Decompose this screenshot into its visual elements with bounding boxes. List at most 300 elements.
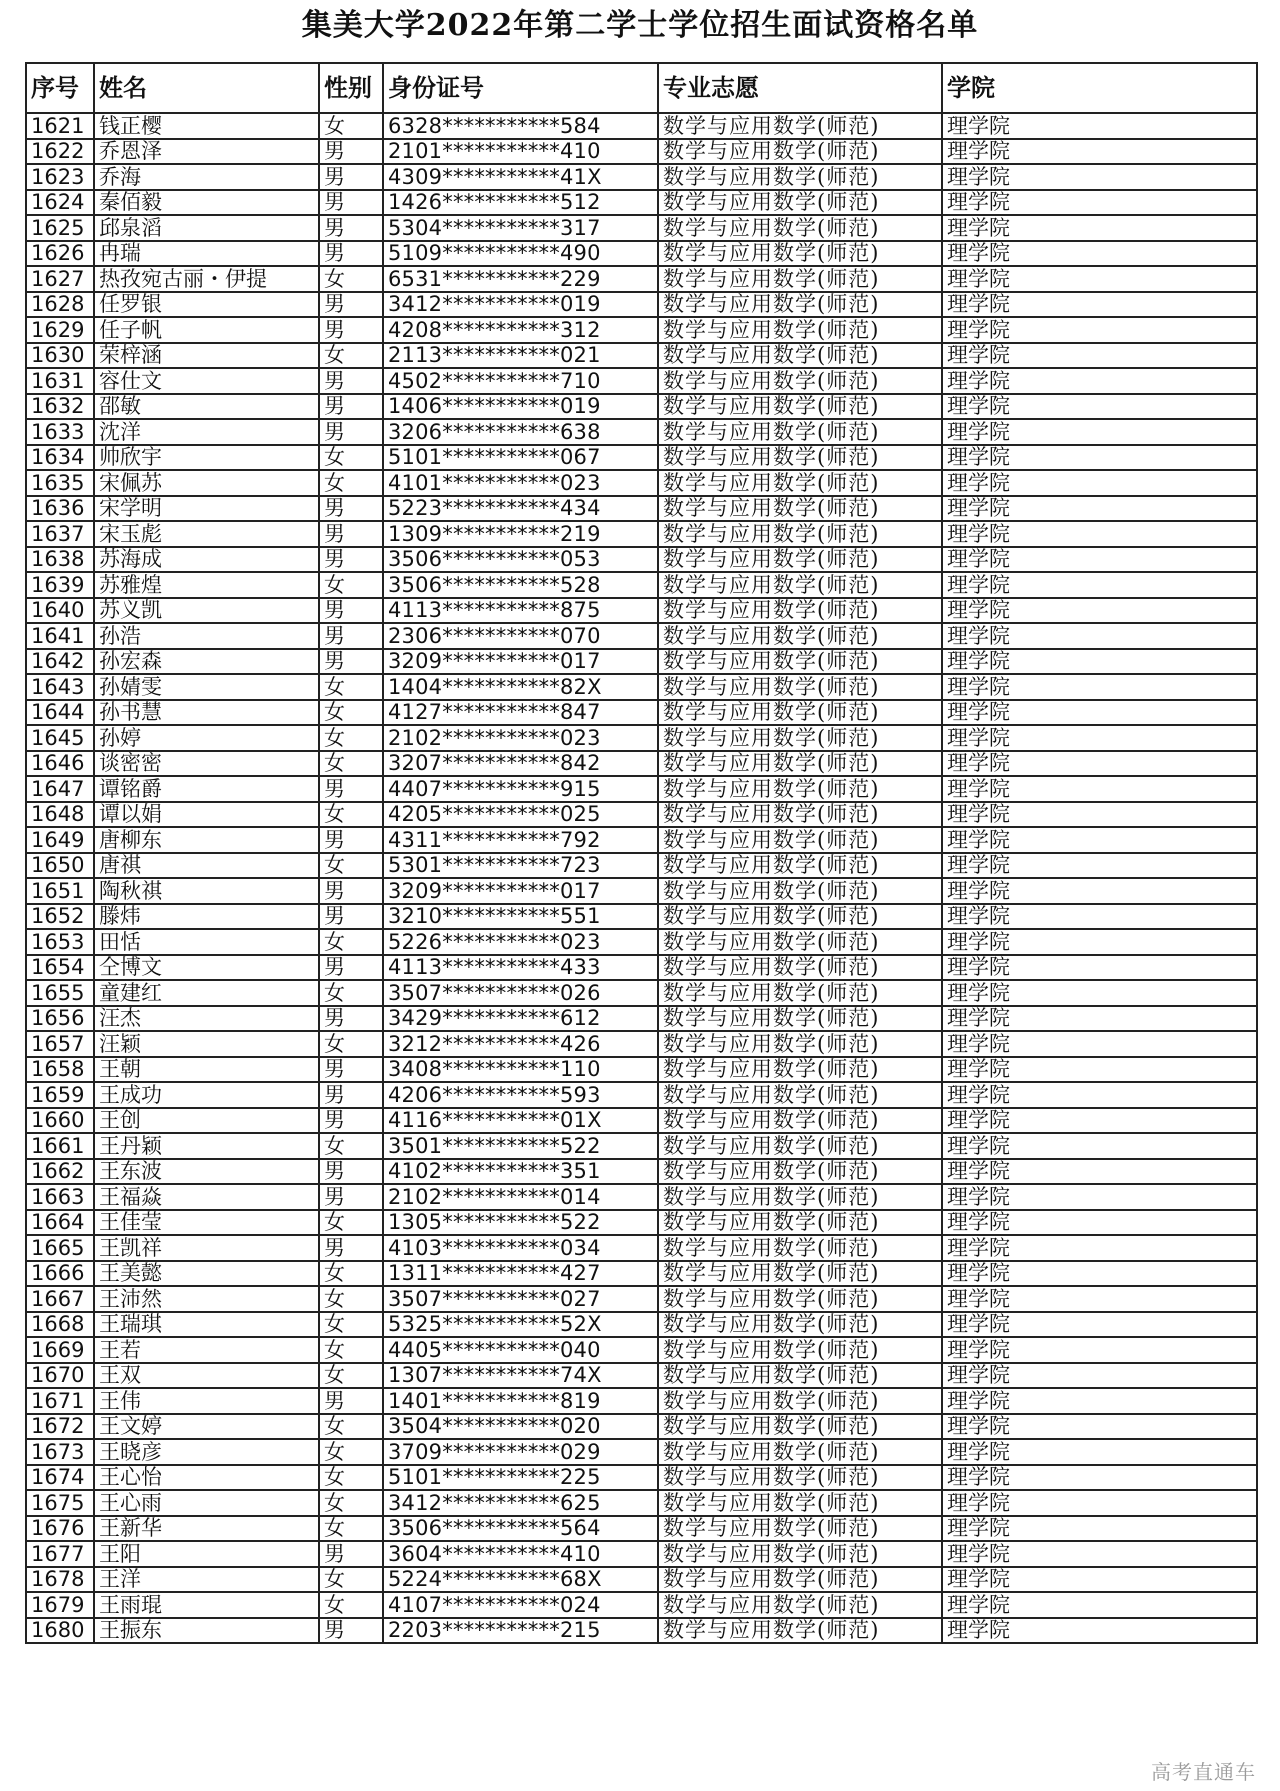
cell-id-number: 3209***********017 [383, 649, 658, 675]
cell-name: 邵敏 [94, 394, 319, 420]
cell-id-number: 4127***********847 [383, 700, 658, 726]
cell-id-number: 5224***********68X [383, 1567, 658, 1593]
cell-id-number: 3506***********564 [383, 1516, 658, 1542]
cell-gender: 男 [319, 904, 383, 930]
cell-major: 数学与应用数学(师范) [658, 572, 942, 598]
cell-gender: 男 [319, 1184, 383, 1210]
table-row [26, 1108, 1257, 1134]
cell-seq: 1644 [26, 700, 94, 726]
cell-gender: 男 [319, 623, 383, 649]
cell-seq: 1641 [26, 623, 94, 649]
cell-seq: 1637 [26, 521, 94, 547]
cell-major: 数学与应用数学(师范) [658, 1133, 942, 1159]
cell-college: 理学院 [942, 853, 1257, 879]
cell-name: 王朝 [94, 1057, 319, 1083]
cell-id-number: 3206***********638 [383, 419, 658, 445]
table-row [26, 1057, 1257, 1083]
cell-name: 王雨琨 [94, 1592, 319, 1618]
cell-major: 数学与应用数学(师范) [658, 1388, 942, 1414]
cell-college: 理学院 [942, 292, 1257, 318]
cell-name: 苏义凯 [94, 598, 319, 624]
table-row [26, 1465, 1257, 1491]
cell-seq: 1653 [26, 929, 94, 955]
cell-seq: 1662 [26, 1159, 94, 1185]
cell-name: 王若 [94, 1337, 319, 1363]
table-row [26, 496, 1257, 522]
cell-major: 数学与应用数学(师范) [658, 1006, 942, 1032]
cell-college: 理学院 [942, 1184, 1257, 1210]
table-row [26, 1618, 1257, 1644]
cell-college: 理学院 [942, 1439, 1257, 1465]
cell-college: 理学院 [942, 547, 1257, 573]
cell-seq: 1639 [26, 572, 94, 598]
cell-major: 数学与应用数学(师范) [658, 674, 942, 700]
table-row [26, 1490, 1257, 1516]
cell-gender: 女 [319, 929, 383, 955]
table-header [26, 63, 1257, 113]
table-row [26, 878, 1257, 904]
cell-name: 荣梓涵 [94, 343, 319, 369]
cell-major: 数学与应用数学(师范) [658, 1108, 942, 1134]
cell-seq: 1654 [26, 955, 94, 981]
cell-name: 汪杰 [94, 1006, 319, 1032]
cell-gender: 男 [319, 394, 383, 420]
cell-name: 田恬 [94, 929, 319, 955]
cell-major: 数学与应用数学(师范) [658, 1516, 942, 1542]
cell-gender: 女 [319, 802, 383, 828]
cell-seq: 1672 [26, 1414, 94, 1440]
cell-gender: 男 [319, 1618, 383, 1644]
cell-id-number: 2101***********410 [383, 139, 658, 165]
cell-college: 理学院 [942, 496, 1257, 522]
cell-college: 理学院 [942, 1082, 1257, 1108]
cell-id-number: 3501***********522 [383, 1133, 658, 1159]
table-row [26, 1541, 1257, 1567]
cell-name: 宋佩苏 [94, 470, 319, 496]
cell-id-number: 5304***********317 [383, 215, 658, 241]
cell-id-number: 4208***********312 [383, 317, 658, 343]
cell-name: 孙婧雯 [94, 674, 319, 700]
cell-major: 数学与应用数学(师范) [658, 1414, 942, 1440]
cell-name: 王心雨 [94, 1490, 319, 1516]
cell-major: 数学与应用数学(师范) [658, 1618, 942, 1644]
cell-gender: 女 [319, 1567, 383, 1593]
cell-gender: 男 [319, 215, 383, 241]
cell-major: 数学与应用数学(师范) [658, 1363, 942, 1389]
cell-major: 数学与应用数学(师范) [658, 266, 942, 292]
cell-seq: 1642 [26, 649, 94, 675]
cell-college: 理学院 [942, 700, 1257, 726]
cell-gender: 女 [319, 445, 383, 471]
cell-college: 理学院 [942, 649, 1257, 675]
cell-name: 孙婷 [94, 725, 319, 751]
cell-id-number: 2113***********021 [383, 343, 658, 369]
table-row [26, 1082, 1257, 1108]
cell-college: 理学院 [942, 1337, 1257, 1363]
cell-gender: 男 [319, 1235, 383, 1261]
cell-id-number: 6328***********584 [383, 113, 658, 139]
table-row [26, 674, 1257, 700]
cell-major: 数学与应用数学(师范) [658, 1541, 942, 1567]
cell-college: 理学院 [942, 190, 1257, 216]
column-header-id-number: 身份证号 [383, 63, 658, 113]
cell-seq: 1621 [26, 113, 94, 139]
cell-major: 数学与应用数学(师范) [658, 1261, 942, 1287]
table-row [26, 1363, 1257, 1389]
cell-id-number: 2102***********014 [383, 1184, 658, 1210]
table-row [26, 572, 1257, 598]
table-row [26, 113, 1257, 139]
cell-seq: 1638 [26, 547, 94, 573]
cell-gender: 女 [319, 1465, 383, 1491]
cell-id-number: 4309***********41X [383, 164, 658, 190]
cell-college: 理学院 [942, 139, 1257, 165]
cell-major: 数学与应用数学(师范) [658, 725, 942, 751]
cell-name: 王创 [94, 1108, 319, 1134]
cell-name: 王瑞琪 [94, 1312, 319, 1338]
cell-seq: 1658 [26, 1057, 94, 1083]
table-row [26, 1414, 1257, 1440]
table-row [26, 190, 1257, 216]
cell-gender: 女 [319, 1516, 383, 1542]
table-row [26, 1439, 1257, 1465]
cell-id-number: 4113***********433 [383, 955, 658, 981]
cell-major: 数学与应用数学(师范) [658, 955, 942, 981]
cell-college: 理学院 [942, 623, 1257, 649]
cell-college: 理学院 [942, 1516, 1257, 1542]
table-row [26, 725, 1257, 751]
cell-id-number: 3507***********026 [383, 980, 658, 1006]
cell-gender: 女 [319, 1261, 383, 1287]
cell-seq: 1627 [26, 266, 94, 292]
cell-name: 王晓彦 [94, 1439, 319, 1465]
cell-name: 沈洋 [94, 419, 319, 445]
cell-college: 理学院 [942, 674, 1257, 700]
cell-college: 理学院 [942, 368, 1257, 394]
cell-id-number: 2203***********215 [383, 1618, 658, 1644]
cell-seq: 1649 [26, 827, 94, 853]
cell-id-number: 4407***********915 [383, 776, 658, 802]
cell-gender: 男 [319, 521, 383, 547]
cell-id-number: 1309***********219 [383, 521, 658, 547]
cell-seq: 1665 [26, 1235, 94, 1261]
cell-seq: 1667 [26, 1286, 94, 1312]
cell-id-number: 3506***********053 [383, 547, 658, 573]
cell-name: 谈密密 [94, 751, 319, 777]
cell-gender: 女 [319, 1210, 383, 1236]
cell-gender: 男 [319, 776, 383, 802]
cell-gender: 男 [319, 241, 383, 267]
cell-name: 钱正樱 [94, 113, 319, 139]
cell-seq: 1636 [26, 496, 94, 522]
cell-seq: 1624 [26, 190, 94, 216]
cell-major: 数学与应用数学(师范) [658, 215, 942, 241]
cell-name: 王丹颖 [94, 1133, 319, 1159]
table-row [26, 266, 1257, 292]
cell-gender: 男 [319, 139, 383, 165]
column-header-major: 专业志愿 [658, 63, 942, 113]
cell-major: 数学与应用数学(师范) [658, 827, 942, 853]
cell-college: 理学院 [942, 1286, 1257, 1312]
cell-name: 谭铭爵 [94, 776, 319, 802]
cell-name: 仝博文 [94, 955, 319, 981]
cell-seq: 1625 [26, 215, 94, 241]
cell-id-number: 5101***********225 [383, 1465, 658, 1491]
cell-major: 数学与应用数学(师范) [658, 802, 942, 828]
cell-gender: 男 [319, 1082, 383, 1108]
cell-major: 数学与应用数学(师范) [658, 470, 942, 496]
table-row [26, 1516, 1257, 1542]
cell-name: 王沛然 [94, 1286, 319, 1312]
table-row [26, 368, 1257, 394]
table-row [26, 980, 1257, 1006]
cell-id-number: 4102***********351 [383, 1159, 658, 1185]
cell-id-number: 5101***********067 [383, 445, 658, 471]
cell-name: 汪颖 [94, 1031, 319, 1057]
table-row [26, 623, 1257, 649]
table-row [26, 1337, 1257, 1363]
cell-major: 数学与应用数学(师范) [658, 623, 942, 649]
cell-college: 理学院 [942, 1414, 1257, 1440]
cell-college: 理学院 [942, 1541, 1257, 1567]
cell-seq: 1664 [26, 1210, 94, 1236]
cell-gender: 女 [319, 1312, 383, 1338]
column-header-seq: 序号 [26, 63, 94, 113]
table-row [26, 317, 1257, 343]
table-row [26, 292, 1257, 318]
cell-gender: 女 [319, 343, 383, 369]
cell-seq: 1631 [26, 368, 94, 394]
cell-gender: 女 [319, 1414, 383, 1440]
cell-id-number: 3412***********019 [383, 292, 658, 318]
cell-gender: 男 [319, 878, 383, 904]
cell-gender: 女 [319, 1337, 383, 1363]
cell-college: 理学院 [942, 572, 1257, 598]
cell-gender: 男 [319, 649, 383, 675]
cell-name: 帅欣宇 [94, 445, 319, 471]
cell-gender: 女 [319, 725, 383, 751]
cell-seq: 1671 [26, 1388, 94, 1414]
cell-name: 王洋 [94, 1567, 319, 1593]
cell-seq: 1675 [26, 1490, 94, 1516]
cell-college: 理学院 [942, 929, 1257, 955]
cell-name: 王文婷 [94, 1414, 319, 1440]
cell-id-number: 5223***********434 [383, 496, 658, 522]
cell-name: 王东波 [94, 1159, 319, 1185]
cell-seq: 1666 [26, 1261, 94, 1287]
cell-gender: 女 [319, 572, 383, 598]
cell-name: 王双 [94, 1363, 319, 1389]
cell-seq: 1651 [26, 878, 94, 904]
table-row [26, 1286, 1257, 1312]
cell-college: 理学院 [942, 1057, 1257, 1083]
table-row [26, 598, 1257, 624]
cell-college: 理学院 [942, 266, 1257, 292]
table-row [26, 394, 1257, 420]
cell-name: 热孜宛古丽・伊提 [94, 266, 319, 292]
cell-name: 陶秋祺 [94, 878, 319, 904]
cell-gender: 女 [319, 113, 383, 139]
cell-name: 童建红 [94, 980, 319, 1006]
cell-gender: 男 [319, 496, 383, 522]
cell-college: 理学院 [942, 1567, 1257, 1593]
cell-college: 理学院 [942, 521, 1257, 547]
cell-seq: 1650 [26, 853, 94, 879]
cell-name: 乔恩泽 [94, 139, 319, 165]
cell-id-number: 1404***********82X [383, 674, 658, 700]
cell-college: 理学院 [942, 1159, 1257, 1185]
cell-name: 宋玉彪 [94, 521, 319, 547]
cell-name: 王成功 [94, 1082, 319, 1108]
cell-id-number: 4206***********593 [383, 1082, 658, 1108]
cell-college: 理学院 [942, 1031, 1257, 1057]
cell-major: 数学与应用数学(师范) [658, 1159, 942, 1185]
table-row [26, 419, 1257, 445]
cell-name: 滕炜 [94, 904, 319, 930]
cell-major: 数学与应用数学(师范) [658, 776, 942, 802]
cell-id-number: 1406***********019 [383, 394, 658, 420]
table-row [26, 827, 1257, 853]
cell-seq: 1655 [26, 980, 94, 1006]
cell-id-number: 6531***********229 [383, 266, 658, 292]
cell-major: 数学与应用数学(师范) [658, 598, 942, 624]
cell-gender: 男 [319, 1388, 383, 1414]
cell-major: 数学与应用数学(师范) [658, 1490, 942, 1516]
cell-gender: 男 [319, 1108, 383, 1134]
cell-college: 理学院 [942, 445, 1257, 471]
cell-college: 理学院 [942, 164, 1257, 190]
cell-id-number: 4113***********875 [383, 598, 658, 624]
cell-college: 理学院 [942, 317, 1257, 343]
cell-major: 数学与应用数学(师范) [658, 496, 942, 522]
table-row [26, 1006, 1257, 1032]
cell-id-number: 3504***********020 [383, 1414, 658, 1440]
cell-seq: 1678 [26, 1567, 94, 1593]
cell-seq: 1669 [26, 1337, 94, 1363]
cell-college: 理学院 [942, 1108, 1257, 1134]
cell-gender: 女 [319, 470, 383, 496]
cell-id-number: 1311***********427 [383, 1261, 658, 1287]
cell-id-number: 1426***********512 [383, 190, 658, 216]
cell-name: 王佳莹 [94, 1210, 319, 1236]
table-row [26, 700, 1257, 726]
cell-seq: 1628 [26, 292, 94, 318]
cell-name: 秦佰毅 [94, 190, 319, 216]
cell-gender: 女 [319, 1133, 383, 1159]
cell-gender: 男 [319, 1006, 383, 1032]
cell-name: 王美懿 [94, 1261, 319, 1287]
table-row [26, 1031, 1257, 1057]
cell-gender: 男 [319, 1057, 383, 1083]
column-header-college: 学院 [942, 63, 1257, 113]
cell-major: 数学与应用数学(师范) [658, 1286, 942, 1312]
cell-college: 理学院 [942, 1210, 1257, 1236]
cell-id-number: 4311***********792 [383, 827, 658, 853]
cell-major: 数学与应用数学(师范) [658, 292, 942, 318]
cell-name: 王凯祥 [94, 1235, 319, 1261]
cell-college: 理学院 [942, 1465, 1257, 1491]
cell-name: 苏雅煌 [94, 572, 319, 598]
cell-name: 王阳 [94, 1541, 319, 1567]
cell-id-number: 4205***********025 [383, 802, 658, 828]
cell-gender: 女 [319, 266, 383, 292]
cell-major: 数学与应用数学(师范) [658, 139, 942, 165]
cell-seq: 1668 [26, 1312, 94, 1338]
cell-name: 王新华 [94, 1516, 319, 1542]
cell-major: 数学与应用数学(师范) [658, 1337, 942, 1363]
column-header-gender: 性别 [319, 63, 383, 113]
cell-name: 宋学明 [94, 496, 319, 522]
cell-major: 数学与应用数学(师范) [658, 751, 942, 777]
cell-college: 理学院 [942, 1235, 1257, 1261]
table-row [26, 1261, 1257, 1287]
table-row [26, 1592, 1257, 1618]
cell-seq: 1647 [26, 776, 94, 802]
cell-major: 数学与应用数学(师范) [658, 368, 942, 394]
cell-name: 孙宏森 [94, 649, 319, 675]
cell-major: 数学与应用数学(师范) [658, 1184, 942, 1210]
cell-name: 孙书慧 [94, 700, 319, 726]
table-row [26, 1312, 1257, 1338]
cell-id-number: 4502***********710 [383, 368, 658, 394]
cell-name: 谭以娟 [94, 802, 319, 828]
cell-major: 数学与应用数学(师范) [658, 547, 942, 573]
cell-name: 任罗银 [94, 292, 319, 318]
cell-id-number: 4107***********024 [383, 1592, 658, 1618]
cell-name: 邱泉滔 [94, 215, 319, 241]
cell-major: 数学与应用数学(师范) [658, 241, 942, 267]
table-row [26, 1210, 1257, 1236]
cell-seq: 1656 [26, 1006, 94, 1032]
cell-gender: 男 [319, 164, 383, 190]
cell-name: 王福焱 [94, 1184, 319, 1210]
cell-seq: 1661 [26, 1133, 94, 1159]
cell-gender: 女 [319, 1286, 383, 1312]
cell-gender: 男 [319, 368, 383, 394]
cell-id-number: 4103***********034 [383, 1235, 658, 1261]
cell-seq: 1643 [26, 674, 94, 700]
cell-college: 理学院 [942, 1006, 1257, 1032]
cell-college: 理学院 [942, 1490, 1257, 1516]
cell-college: 理学院 [942, 776, 1257, 802]
cell-seq: 1659 [26, 1082, 94, 1108]
cell-seq: 1640 [26, 598, 94, 624]
table-row [26, 1184, 1257, 1210]
cell-gender: 女 [319, 1031, 383, 1057]
table-body [26, 113, 1257, 1643]
cell-college: 理学院 [942, 343, 1257, 369]
cell-college: 理学院 [942, 1312, 1257, 1338]
cell-seq: 1634 [26, 445, 94, 471]
cell-gender: 男 [319, 419, 383, 445]
cell-id-number: 3429***********612 [383, 1006, 658, 1032]
cell-gender: 女 [319, 751, 383, 777]
table-row [26, 955, 1257, 981]
cell-seq: 1646 [26, 751, 94, 777]
cell-id-number: 2102***********023 [383, 725, 658, 751]
cell-id-number: 3506***********528 [383, 572, 658, 598]
cell-seq: 1660 [26, 1108, 94, 1134]
table-row [26, 1133, 1257, 1159]
cell-major: 数学与应用数学(师范) [658, 1312, 942, 1338]
cell-name: 苏海成 [94, 547, 319, 573]
cell-major: 数学与应用数学(师范) [658, 317, 942, 343]
cell-major: 数学与应用数学(师范) [658, 1210, 942, 1236]
cell-id-number: 3212***********426 [383, 1031, 658, 1057]
cell-id-number: 3408***********110 [383, 1057, 658, 1083]
cell-college: 理学院 [942, 1592, 1257, 1618]
table-row [26, 853, 1257, 879]
